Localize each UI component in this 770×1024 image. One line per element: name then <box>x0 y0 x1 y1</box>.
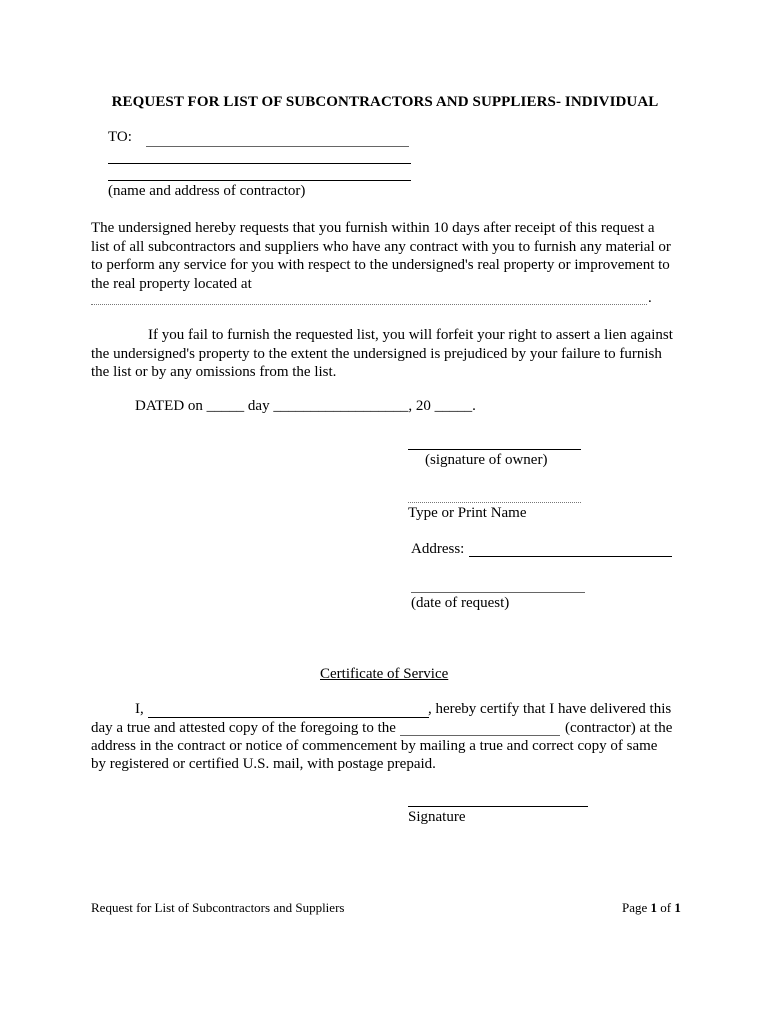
dated-day-blank[interactable]: _____ <box>206 398 245 414</box>
forfeit-paragraph <box>91 326 691 382</box>
footer-document-name: Request for List of Subcontractors and Suppliers <box>91 900 345 915</box>
certificate-signature-line[interactable] <box>408 806 588 807</box>
contractor-caption: (name and address of contractor) <box>108 183 306 199</box>
certificate-signature-label: Signature <box>408 809 466 825</box>
contractor-name-line[interactable] <box>146 146 409 147</box>
dated-line <box>135 398 476 415</box>
certificate-line-4: by registered or certified U.S. mail, with postage prepaid. <box>91 756 436 772</box>
property-location-line[interactable] <box>91 304 647 305</box>
certificate-line-1-prefix: I, <box>135 701 144 717</box>
type-or-print-name-caption: Type or Print Name <box>408 505 527 521</box>
dated-day-word: day <box>247 398 270 414</box>
forfeit-line-1: If you fail to furnish the requested list, you will forfeit your right to assert a lien against <box>148 327 673 343</box>
footer-page-word: Page <box>622 900 648 915</box>
certificate-line-2-prefix: day a true and attested copy of the foregoing to the <box>91 720 396 736</box>
footer-page-number <box>622 900 681 916</box>
dated-prefix: DATED on <box>135 398 203 414</box>
print-name-line[interactable] <box>408 502 581 503</box>
date-of-request-line[interactable] <box>411 592 585 593</box>
certificate-contractor-line[interactable] <box>400 735 560 736</box>
request-line-2: list of all subcontractors and suppliers who have any contract with you to furnish any material or <box>91 238 671 255</box>
contractor-address-line-1[interactable] <box>108 163 411 164</box>
forfeit-line-3: the list or by any omissions from the list. <box>91 364 337 380</box>
certificate-line-1-suffix: , hereby certify that I have delivered this <box>428 701 672 717</box>
footer-page-total: 1 <box>674 900 681 915</box>
property-line-period: . <box>648 290 652 306</box>
contractor-address-line-2[interactable] <box>108 180 411 181</box>
certificate-line-3: address in the contract or notice of commencement by mailing a true and correct copy of same <box>91 738 658 754</box>
document-title: REQUEST FOR LIST OF SUBCONTRACTORS AND SUPPLIERS- INDIVIDUAL <box>111 94 659 110</box>
footer-page-current: 1 <box>650 900 658 915</box>
to-label: TO: <box>108 129 132 145</box>
request-line-1: The undersigned hereby requests that you furnish within 10 days after receipt of this request a <box>91 220 655 236</box>
address-label: Address: <box>411 541 465 557</box>
dated-year-prefix: , 20 <box>408 398 431 414</box>
owner-signature-line[interactable] <box>408 449 581 450</box>
signature-of-owner-caption: (signature of owner) <box>425 452 548 468</box>
certificate-line-2-suffix: (contractor) at the <box>565 720 673 736</box>
request-line-3: to perform any service for you with respect to the undersigned's real property or improvement to <box>91 257 670 273</box>
certificate-heading: Certificate of Service <box>320 666 449 682</box>
address-line[interactable] <box>469 556 672 557</box>
dated-year-blank[interactable]: _____ <box>434 398 473 414</box>
dated-end: . <box>472 398 476 414</box>
request-line-4: the real property located at <box>91 275 252 292</box>
forfeit-line-2: the undersigned's property to the extent the undersigned is prejudiced by your failure to furnish <box>91 345 662 362</box>
certifier-name-line[interactable] <box>148 717 429 718</box>
footer-of-word: of <box>660 900 672 915</box>
dated-month-blank[interactable]: __________________ <box>273 398 409 414</box>
request-paragraph <box>91 219 691 293</box>
date-of-request-caption: (date of request) <box>411 595 510 611</box>
